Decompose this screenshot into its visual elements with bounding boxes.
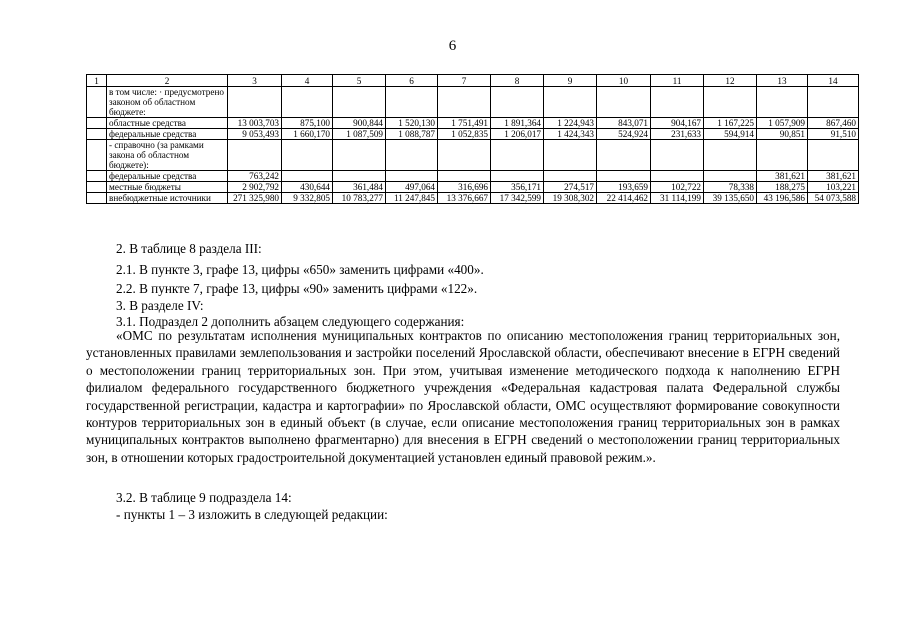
value-cell: 763,242 — [228, 171, 282, 182]
value-cell — [544, 171, 597, 182]
table-row — [87, 193, 859, 204]
table-row — [87, 129, 859, 140]
item-2-1: 2.1. В пункте 3, графе 13, цифры «650» заменить цифрами «400». — [116, 262, 484, 277]
value-cell: 1 167,225 — [704, 118, 757, 129]
value-cell — [333, 171, 386, 182]
value-cell — [704, 140, 757, 171]
value-cell — [438, 140, 491, 171]
table-header-row — [87, 75, 859, 87]
value-cell — [651, 87, 704, 118]
value-cell: 1 424,343 — [544, 129, 597, 140]
row-label: - справочно (за рамками закона об областном бюджете): — [107, 140, 228, 171]
value-cell: 11 247,845 — [386, 193, 438, 204]
value-cell: 13 003,703 — [228, 118, 282, 129]
value-cell: 13 376,667 — [438, 193, 491, 204]
value-cell: 381,621 — [757, 171, 808, 182]
row-number-cell — [87, 87, 107, 118]
value-cell: 356,171 — [491, 182, 544, 193]
value-cell: 31 114,199 — [651, 193, 704, 204]
value-cell: 1 057,909 — [757, 118, 808, 129]
value-cell — [651, 140, 704, 171]
value-cell: 54 073,588 — [808, 193, 859, 204]
value-cell: 361,484 — [333, 182, 386, 193]
value-cell: 19 308,302 — [544, 193, 597, 204]
value-cell: 904,167 — [651, 118, 704, 129]
value-cell: 1 520,130 — [386, 118, 438, 129]
row-label: местные бюджеты — [107, 182, 228, 193]
value-cell: 381,621 — [808, 171, 859, 182]
value-cell: 1 891,364 — [491, 118, 544, 129]
column-header-4: 4 — [282, 75, 333, 87]
value-cell — [808, 87, 859, 118]
value-cell — [597, 171, 651, 182]
table-row — [87, 182, 859, 193]
row-number-cell — [87, 118, 107, 129]
value-cell — [333, 140, 386, 171]
value-cell: 90,851 — [757, 129, 808, 140]
value-cell — [491, 87, 544, 118]
value-cell: 9 053,493 — [228, 129, 282, 140]
value-cell: 1 751,491 — [438, 118, 491, 129]
value-cell — [704, 171, 757, 182]
value-cell — [438, 171, 491, 182]
budget-table — [86, 74, 859, 204]
column-header-9: 9 — [544, 75, 597, 87]
row-label: федеральные средства — [107, 129, 228, 140]
value-cell — [757, 140, 808, 171]
value-cell: 10 783,277 — [333, 193, 386, 204]
column-header-13: 13 — [757, 75, 808, 87]
table-row — [87, 171, 859, 182]
value-cell: 430,644 — [282, 182, 333, 193]
value-cell — [808, 140, 859, 171]
value-cell — [438, 87, 491, 118]
row-number-cell — [87, 193, 107, 204]
value-cell: 316,696 — [438, 182, 491, 193]
value-cell: 231,633 — [651, 129, 704, 140]
value-cell: 78,338 — [704, 182, 757, 193]
item-2-heading: 2. В таблице 8 раздела III: — [116, 241, 262, 256]
value-cell: 1 052,835 — [438, 129, 491, 140]
value-cell — [386, 87, 438, 118]
value-cell: 2 902,792 — [228, 182, 282, 193]
row-number-cell — [87, 129, 107, 140]
value-cell — [597, 87, 651, 118]
column-header-3: 3 — [228, 75, 282, 87]
item-3-1: 3.1. Подраздел 2 дополнить абзацем следующего содержания: — [116, 314, 465, 329]
value-cell: 39 135,650 — [704, 193, 757, 204]
value-cell: 1 087,509 — [333, 129, 386, 140]
value-cell — [228, 87, 282, 118]
value-cell: 102,722 — [651, 182, 704, 193]
column-header-10: 10 — [597, 75, 651, 87]
column-header-12: 12 — [704, 75, 757, 87]
page-number: 6 — [448, 38, 457, 54]
row-label: областные средства — [107, 118, 228, 129]
value-cell: 17 342,599 — [491, 193, 544, 204]
value-cell — [282, 87, 333, 118]
value-cell: 497,064 — [386, 182, 438, 193]
value-cell: 867,460 — [808, 118, 859, 129]
value-cell: 1 660,170 — [282, 129, 333, 140]
value-cell: 9 332,805 — [282, 193, 333, 204]
value-cell — [386, 140, 438, 171]
column-header-11: 11 — [651, 75, 704, 87]
value-cell — [597, 140, 651, 171]
value-cell: 271 325,980 — [228, 193, 282, 204]
row-number-cell — [87, 140, 107, 171]
row-number-cell — [87, 171, 107, 182]
column-header-5: 5 — [333, 75, 386, 87]
value-cell — [704, 87, 757, 118]
value-cell: 193,659 — [597, 182, 651, 193]
value-cell — [282, 140, 333, 171]
value-cell — [386, 171, 438, 182]
value-cell: 22 414,462 — [597, 193, 651, 204]
column-header-6: 6 — [386, 75, 438, 87]
value-cell — [491, 171, 544, 182]
value-cell: 524,924 — [597, 129, 651, 140]
value-cell — [491, 140, 544, 171]
item-3-2-instruction: - пункты 1 – 3 изложить в следующей редакции: — [116, 507, 388, 522]
value-cell: 43 196,586 — [757, 193, 808, 204]
row-number-cell — [87, 182, 107, 193]
value-cell — [757, 87, 808, 118]
column-header-8: 8 — [491, 75, 544, 87]
table-row — [87, 87, 859, 118]
value-cell — [544, 87, 597, 118]
value-cell: 594,914 — [704, 129, 757, 140]
value-cell: 274,517 — [544, 182, 597, 193]
value-cell — [544, 140, 597, 171]
value-cell — [228, 140, 282, 171]
value-cell: 1 206,017 — [491, 129, 544, 140]
value-cell: 1 088,787 — [386, 129, 438, 140]
item-3-heading: 3. В разделе IV: — [116, 298, 204, 313]
amendment-paragraph: «ОМС по результатам исполнения муниципальных контрактов по описанию местоположения границ территориальных зон, установленных правилами землепользования и застройки поселений Ярославской области, обеспечивают внесение в ЕГРН сведений о местоположении границ территориальных зон. При этом, учитывая изменение методического подхода к наполнению ЕГРН филиалом федерального государственного бюджетного учреждения «Федеральная кадастровая палата Федеральной службы государственной регистрации, кадастра и картографии» по Ярославской области, ОМС осуществляют формирование совокупности контуров территориальных зон в единый объект (в случае, если описание местоположения границ территориальных зон в рамках муниципальных контрактов выполнено фрагментарно) для внесения в ЕГРН сведений о местоположении границ территориальных зон, в отношении которых градостроительной документацией установлен единый правовой режим.». — [86, 328, 840, 465]
value-cell: 1 224,943 — [544, 118, 597, 129]
value-cell: 900,844 — [333, 118, 386, 129]
column-header-7: 7 — [438, 75, 491, 87]
row-label: федеральные средства — [107, 171, 228, 182]
value-cell: 188,275 — [757, 182, 808, 193]
table-row — [87, 118, 859, 129]
column-header-2: 2 — [107, 75, 228, 87]
item-3-2: 3.2. В таблице 9 подраздела 14: — [116, 490, 292, 505]
value-cell: 91,510 — [808, 129, 859, 140]
value-cell — [333, 87, 386, 118]
column-header-1: 1 — [87, 75, 107, 87]
row-label: в том числе: · предусмотрено законом об областном бюджете: — [107, 87, 228, 118]
value-cell: 843,071 — [597, 118, 651, 129]
table-row — [87, 140, 859, 171]
value-cell: 103,221 — [808, 182, 859, 193]
item-2-2: 2.2. В пункте 7, графе 13, цифры «90» заменить цифрами «122». — [116, 281, 478, 296]
row-label: внебюджетные источники — [107, 193, 228, 204]
value-cell: 875,100 — [282, 118, 333, 129]
column-header-14: 14 — [808, 75, 859, 87]
value-cell — [651, 171, 704, 182]
value-cell — [282, 171, 333, 182]
